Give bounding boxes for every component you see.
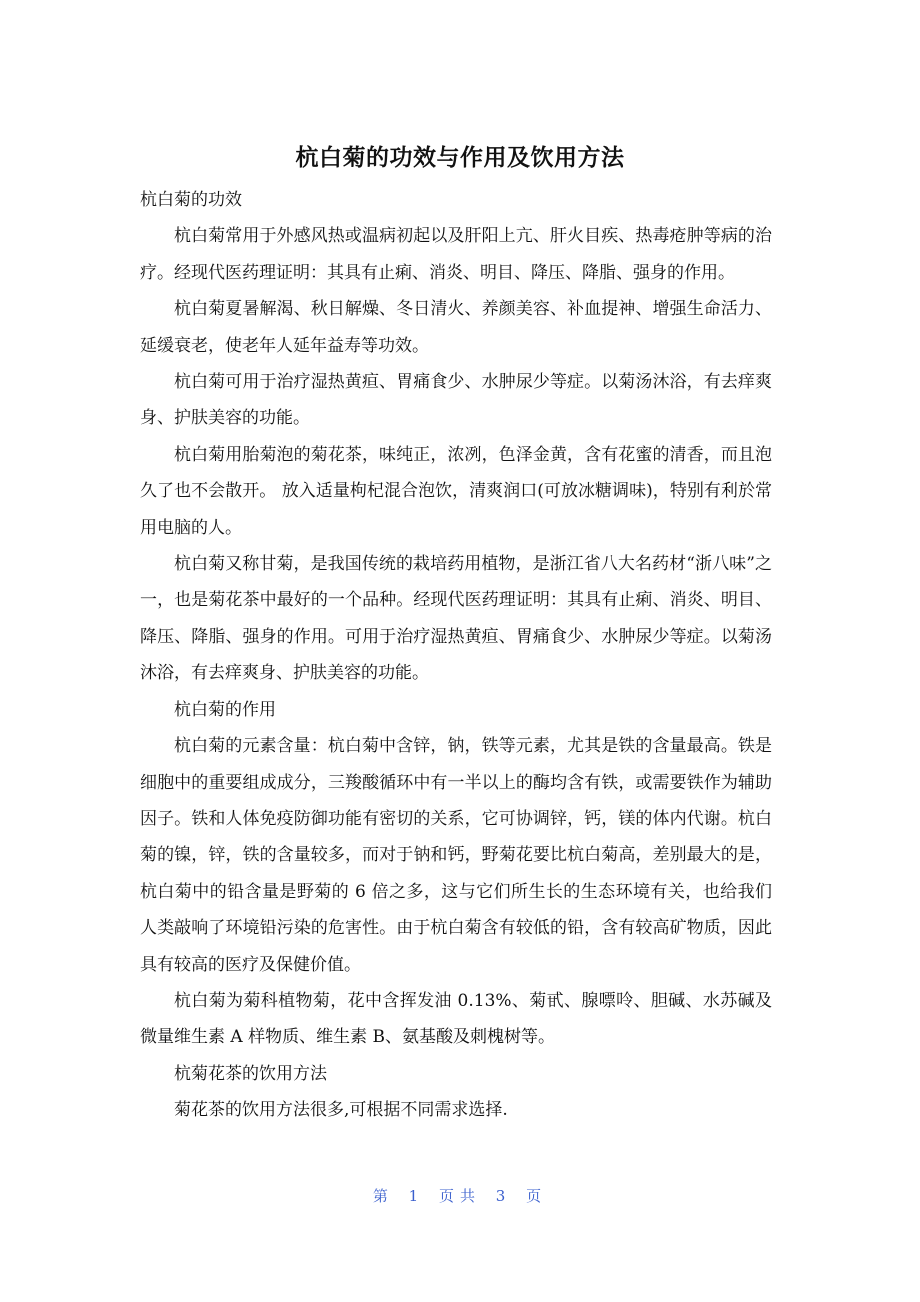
paragraph: 杭白菊用胎菊泡的菊花茶，味纯正，浓冽，色泽金黄，含有花蜜的清香，而且泡久了也不会散开。 放入适量枸杞混合泡饮，清爽润口(可放冰糖调味)，特别有利於常用电脑的人。 xyxy=(140,444,772,538)
document-title: 杭白菊的功效与作用及饮用方法 xyxy=(295,145,625,171)
paragraph: 杭白菊又称甘菊，是我国传统的栽培药用植物，是浙江省八大名药材“浙八味”之一，也是菊花茶中最好的一个品种。经现代医药理证明：其具有止痢、消炎、明目、降压、降脂、强身的作用。可用于治疗湿热黄疸、胃痛食少、水肿尿少等症。以菊汤沐浴，有去痒爽身、护肤美容的功能。 xyxy=(140,554,772,684)
paragraph: 杭白菊常用于外感风热或温病初起以及肝阳上亢、肝火目疾、热毒疮肿等病的治疗。经现代医药理证明：其具有止痢、消炎、明目、降压、降脂、强身的作用。 xyxy=(140,226,772,283)
paragraph: 杭白菊的元素含量：杭白菊中含锌，钠，铁等元素，尤其是铁的含量最高。铁是细胞中的重要组成成分，三羧酸循环中有一半以上的酶均含有铁，或需要铁作为辅助因子。铁和人体免疫防御功能有密切的关系，它可协调锌，钙，镁的体内代谢。杭白菊的镍，锌，铁的含量较多，而对于钠和钙，野菊花要比杭白菊高，差别最大的是，杭白菊中的铅含量是野菊的 6 倍之多，这与它们所生长的生态环境有关，也给我们人类敲响了环境铅污染的危害性。由于杭白菊含有较低的铅，含有较高矿物质，因此具有较高的医疗及保健价值。 xyxy=(140,736,772,975)
page-number-footer: 第 1 页共 3 页 xyxy=(372,1187,548,1205)
paragraph: 杭白菊为菊科植物菊，花中含挥发油 0.13%、菊甙、腺嘌呤、胆碱、水苏碱及微量维生素 A 样物质、维生素 B、氨基酸及刺槐树等。 xyxy=(140,990,772,1048)
document-body xyxy=(140,182,772,1129)
paragraph: 杭白菊可用于治疗湿热黄疸、胃痛食少、水肿尿少等症。以菊汤沐浴，有去痒爽身、护肤美容的功能。 xyxy=(140,372,772,429)
paragraph-heading-drinking-method: 杭菊花茶的饮用方法 xyxy=(174,1063,327,1084)
paragraph-heading-efficacy: 杭白菊的功效 xyxy=(140,190,242,210)
paragraph: 杭白菊夏暑解渴、秋日解燥、冬日清火、养颜美容、补血提神、增强生命活力、延缓衰老，使老年人延年益寿等功效。 xyxy=(140,299,772,356)
paragraph-heading-function: 杭白菊的作用 xyxy=(174,699,276,720)
paragraph: 菊花茶的饮用方法很多,可根据不同需求选择. xyxy=(174,1100,508,1121)
